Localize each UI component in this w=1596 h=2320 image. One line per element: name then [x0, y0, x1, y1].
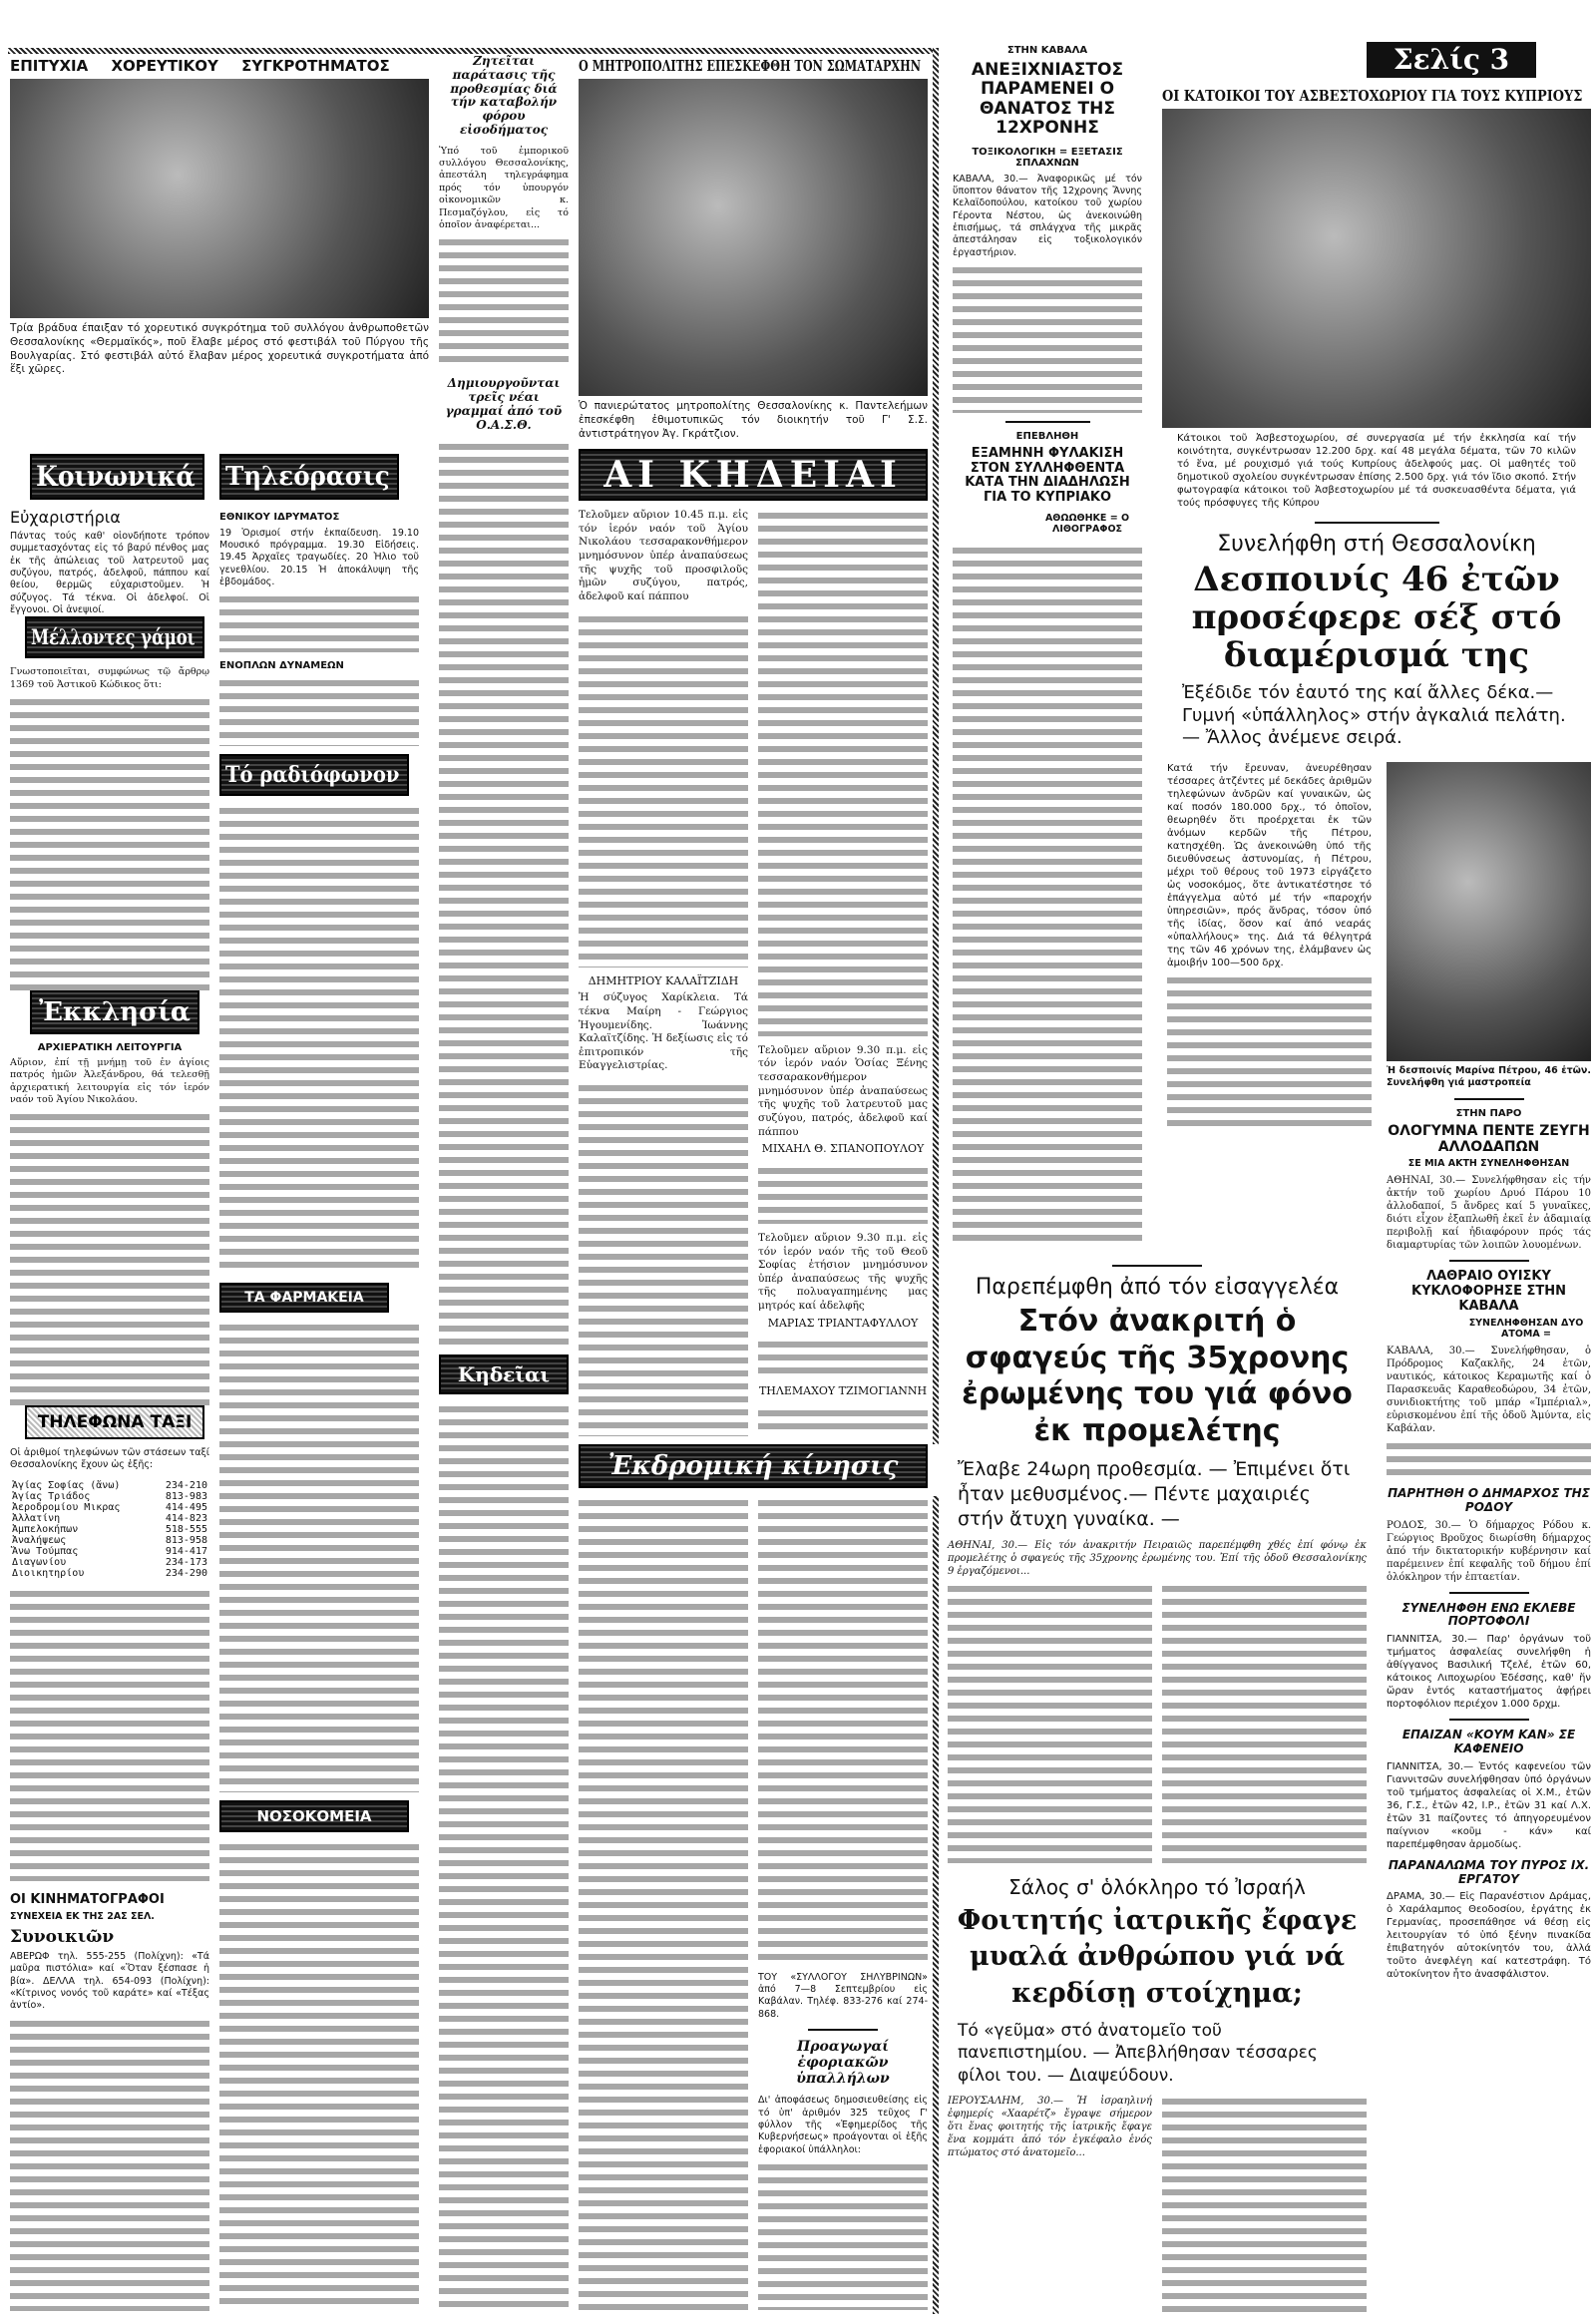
- taxi-table: [10, 1480, 209, 1579]
- text-block: [758, 509, 928, 1036]
- divider: [1454, 1098, 1524, 1100]
- text-block: [579, 612, 748, 967]
- right-narrow-column: [1387, 762, 1591, 1981]
- taxi-row: [10, 1557, 209, 1568]
- kicker-despoinis: Συνελήφθη στή Θεσσαλονίκη: [1217, 532, 1536, 558]
- thanks-notice: Πάντας τούς καθ' οἱονδήποτε τρόπον συμμετασχόντας εἰς τό βαρύ πένθος μας ἐκ τῆς ἀπώλειας τοῦ λατρευτοῦ μας συζύγου, πατρός, ἀδελφοῦ, πάππου καί θείου, θερμῶς εὐχαριστοῦμεν. Ἡ σύζυγος. Τά τέκνα. Οἱ ἀδελφοί. Οἱ ἔγγονοι. Οἱ ἀνεψιοί.: [10, 531, 209, 616]
- text-block: [439, 235, 569, 365]
- taxi-phone: 414-495: [165, 1501, 207, 1513]
- column-d-top: [579, 58, 928, 1436]
- headline-paros: ΟΛΟΓΥΜΝΑ ΠΕΝΤΕ ΖΕΥΓΗ ΑΛΛΟΔΑΠΩΝ: [1388, 1123, 1590, 1156]
- section-banner-weddings: [25, 616, 204, 658]
- section-banner-hospitals: ΝΟΣΟΚΟΜΕΙΑ: [219, 1800, 409, 1832]
- headline-dance-group: ΕΠΙΤΥΧΙΑ ΧΟΡΕΥΤΙΚΟΥ ΣΥΓΚΡΟΤΗΜΑΤΟΣ: [10, 57, 390, 75]
- article-rhodes: ΡΟΔΟΣ, 30.— Ὁ δήμαρχος Ρόδου κ. Γεώργιος Βροῦχος διωρίσθη δήμαρχος ἀπό τήν δικτατορικήν κυβέρνησιν καί παρέμεινεν ἐπί κεφαλῆς τοῦ δήμου ἐπί ὁλόκληρον τήν ἑπταετίαν.: [1387, 1519, 1591, 1583]
- funeral-notice: Ἡ σύζυγος Χαρίκλεια. Τά τέκνα Μαίρη - Γεώργιος Ἡγουμενίδης. Ἰωάννης Καλαϊτζίδης. Ἡ δεξίωσις εἰς τό ἐπιτροπικόν τῆς Εὐαγγελιστρίας.: [579, 991, 748, 1072]
- taxi-row: [10, 1568, 209, 1579]
- promotions-text: Δι' ἀποφάσεως δημοσιευθείσης εἰς τό ὑπ' ἀριθμόν 325 τεῦχος Γ' φύλλον τῆς «Ἐφημερίδος τῆς Κυβερνήσεως» προάγονται οἱ ἑξῆς ἐφοριακοί ὑπάλληλοι:: [758, 2095, 928, 2155]
- israel-columns: [948, 2095, 1367, 2314]
- headline-israel: Φοιτητής ἰατρικῆς ἔφαγε μυαλά ἀνθρώπου γιά νά κερδίσῃ στοίχημα;: [957, 1905, 1358, 2009]
- text-block: [219, 676, 419, 746]
- headline-promotions: Προαγωγαί ἐφοριακῶν ὑπαλλήλων: [796, 2039, 890, 2088]
- headline-murder: Στόν ἀνακριτή ὁ σφαγεύς τῆς 35χρονης ἐρωμένης του γιά φόνο ἐκ προμελέτης: [962, 1304, 1353, 1448]
- column-a: [10, 454, 209, 2311]
- taxi-row: [10, 1524, 209, 1535]
- section-banner-tv: [219, 454, 399, 500]
- taxi-row: [10, 1480, 209, 1491]
- article-koumkan: ΓΙΑΝΝΙΤΣΑ, 30.— Ἐντός καφενείου τῶν Γιαννιτσῶν συνελήφθησαν ὑπό ὀργάνων τοῦ τμήματος ἀσφαλείας οἱ Χ.Μ., ἐτῶν 36, Γ.Σ., ἐτῶν 42, Ι.Ρ., ἐτῶν 31 καί Λ.Χ. ἐτῶν 31 παίζοντες τό ἀπηγορευμένον παίγνιον «κοῦμ - κάν» καί παρεπέμφθησαν ἁρμοδίως.: [1387, 1760, 1591, 1850]
- text-block: [579, 1496, 748, 2310]
- text-block: [1167, 973, 1372, 1133]
- headline-rhodes: ΠΑΡΗΤΗΘΗ Ο ΔΗΜΑΡΧΟΣ ΤΗΣ ΡΟΔΟΥ: [1388, 1485, 1590, 1514]
- taxi-row: [10, 1491, 209, 1502]
- subhead-paros: ΣΕ ΜΙΑ ΑΚΤΗ ΣΥΝΕΛΗΦΘΗΣΑΝ: [1407, 1158, 1570, 1170]
- taxi-phone: 813-983: [165, 1490, 207, 1502]
- photo-metropolitan: [579, 79, 928, 396]
- section-banner-funerals-small: Κηδεῖαι: [439, 1354, 569, 1394]
- text-block: [953, 544, 1142, 1247]
- headline-kavala: ΑΝΕΞΙΧΝΙΑΣΤΟΣ ΠΑΡΑΜΕΝΕΙ Ο ΘΑΝΑΤΟΣ ΤΗΣ 12ΧΡΟΝΗΣ: [971, 59, 1124, 139]
- divider: [808, 2029, 878, 2031]
- heading-liturgy: ΑΡΧΙΕΡΑΤΙΚΗ ΛΕΙΤΟΥΡΓΙΑ: [37, 1041, 183, 1053]
- article-israel: ΙΕΡΟΥΣΑΛΗΜ, 30.— Ἡ ἰσραηλινή ἐφημερίς «Χααρέτζ» ἔγραψε σήμερον ὅτι ἕνας φοιτητής τῆς ἰατρικῆς ἔφαγε ἕνα κομμάτι ἀπό τόν ἐγκέφαλο ἑνός πτώματος στό ἀνατομεῖο...: [948, 2095, 1152, 2158]
- section-banner-excursions: Ἐκδρομική κίνησις: [579, 1444, 928, 1488]
- taxi-stand: Ἄνω Τούμπας: [12, 1545, 79, 1557]
- taxi-intro: Οἱ ἀριθμοί τηλεφώνων τῶν στάσεων ταξί Θεσσαλονίκης ἔχουν ὡς ἑξῆς:: [10, 1446, 209, 1471]
- photo-asvestochori: [1162, 109, 1591, 428]
- taxi-stand: Ἁγίας Τριάδος: [12, 1490, 91, 1502]
- text-block: [948, 1582, 1152, 1863]
- taxi-stand: Ἀναλήψεως: [12, 1534, 67, 1546]
- text-block: [1162, 1582, 1367, 1863]
- section-banner-radio-text: Τό ραδιόφωνον: [225, 761, 400, 788]
- article-tax: Ὑπό τοῦ ἐμπορικοῦ συλλόγου Θεσσαλονίκης, ἀπεστάλη τηλεγράφημα πρός τόν ὑπουργόν οἰκονομικῶν κ. Πεσμαζόγλου, εἰς τό ὁποῖον ἀναφέρεται...: [439, 145, 569, 230]
- weddings-intro: Γνωστοποιεῖται, συμφώνως τῷ ἄρθρῳ 1369 τοῦ Ἀστικοῦ Κώδικος ὅτι:: [10, 666, 209, 690]
- taxi-phone: 518-555: [165, 1523, 207, 1535]
- caption-metropolitan: Ὁ πανιερώτατος μητροπολίτης Θεσσαλονίκης κ. Παντελεήμων ἐπεσκέφθη ἐθιμοτυπικῶς τόν διοικητήν τοῦ Γ' Σ.Σ. ἀντιστράτηγον Ἀγ. Γκράτζιον.: [579, 400, 928, 440]
- deceased-name: ΜΙΧΑΗΛ Θ. ΣΠΑΝΟΠΟΥΛΟΥ: [761, 1142, 925, 1156]
- divider: [1005, 421, 1090, 423]
- tv-station-ert: ΕΘΝΙΚΟΥ ΙΔΡΥΜΑΤΟΣ: [219, 512, 340, 523]
- article-murder: ΑΘΗΝΑΙ, 30.— Εἰς τόν ἀνακριτήν Πειραιῶς παρεπέμφθη χθές ἐπί φόνῳ ἐκ προμελέτης ὁ σφαγεύς τῆς 35χρονης ἐρωμένης του. Ἐπί τῆς ὁδοῦ Θεσσαλονίκης 9 ἐργαζόμενοι...: [948, 1540, 1367, 1578]
- page-number-label: Σελίς 3: [1367, 42, 1536, 78]
- text-block: [758, 1164, 928, 1224]
- taxi-phone: 234-173: [165, 1556, 207, 1568]
- text-block: [1387, 1439, 1591, 1479]
- text-block: [439, 440, 569, 1347]
- headline-wallet: ΣΥΝΕΛΗΦΘΗ ΕΝΩ ΕΚΛΕΒΕ ΠΟΡΤΟΦΟΛΙ: [1401, 1600, 1576, 1629]
- text-block: [758, 1338, 928, 1377]
- decorative-border: [933, 1496, 939, 2314]
- text-block: [219, 1840, 419, 2311]
- headline-sentence: ΕΞΑΜΗΝΗ ΦΥΛΑΚΙΣΗ ΣΤΟΝ ΣΥΛΛΗΦΘΕΝΤΑ ΚΑΤΑ ΤΗΝ ΔΙΑΔΗΛΩΣΗ ΓΙΑ ΤΟ ΚΥΠΡΙΑΚΟ: [965, 445, 1130, 506]
- heading-neighborhood-cinemas: Συνοικιῶν: [10, 1926, 115, 1947]
- funerals-column-1: [579, 509, 748, 1436]
- headline-despoinis: Δεσποινίς 46 ἐτῶν προσέφερε σέξ στό διαμέρισμά της: [1191, 560, 1562, 676]
- subhead-kavala: ΤΟΞΙΚΟΛΟΓΙΚΗ = ΕΞΕΤΑΣΙΣ ΣΠΛΑΧΝΩΝ: [972, 146, 1123, 170]
- text-block: [219, 804, 419, 1275]
- church-notice: Αὔριον, ἐπί τῇ μνήμῃ τοῦ ἐν ἁγίοις πατρός ἡμῶν Ἀλεξάνδρου, θά τελεσθῇ ἀρχιερατική λειτουργία εἰς τόν ἱερόν ναόν τοῦ Ἁγίου Νικολάου.: [10, 1057, 209, 1106]
- section-banner-radio: [219, 754, 409, 796]
- text-block: [953, 263, 1142, 413]
- deck-despoinis: Ἐξέδιδε τόν ἑαυτό της καί ἄλλες δέκα.—Γυμνή «ὑπάλληλος» στήν ἀγκαλιά πελάτη.— Ἄλλος ἀνέμενε σειρά.: [1182, 682, 1566, 749]
- text-block: [439, 1402, 569, 2309]
- headline-whisky: ΛΑΘΡΑΙΟ ΟΥΙΣΚΥ ΚΥΚΛΟΦΟΡΗΣΕ ΣΤΗΝ ΚΑΒΑΛΑ: [1411, 1269, 1566, 1315]
- taxi-stand: Ἀμπελοκήπων: [12, 1523, 79, 1535]
- taxi-stand: Διοικητηρίου: [12, 1567, 85, 1579]
- photo-despoinis: [1387, 762, 1591, 1061]
- headline-koumkan: ΕΠΑΙΖΑΝ «ΚΟΥΜ ΚΑΝ» ΣΕ ΚΑΦΕΝΕΙΟ: [1401, 1728, 1576, 1755]
- taxi-row: [10, 1535, 209, 1546]
- cinema-continuation: ΣΥΝΕΧΕΙΑ ΕΚ ΤΗΣ 2ΑΣ ΣΕΛ.: [10, 1910, 155, 1922]
- section-banner-taxi: ΤΗΛΕΦΩΝΑ ΤΑΞΙ: [25, 1405, 204, 1439]
- heading-thanks: Εὐχαριστήρια: [10, 508, 121, 527]
- deceased-name: ΜΑΡΙΑΣ ΤΡΙΑΝΤΑΦΥΛΛΟΥ: [767, 1316, 919, 1330]
- article-kavala: ΚΑΒΑΛΑ, 30.— Ἀναφορικῶς μέ τόν ὕποπτον θάνατον τῆς 12χρονης Ἄννης Κελαϊδοπούλου, κατοίκου τοῦ χωρίου Γέροντα Νέστου, ὡς ἀνεκοινώθη ἐπισήμως, τά σπλάγχνα τῆς μικρᾶς ἀπεστάλησαν εἰς τοξικολογικόν ἐργαστήριον.: [953, 173, 1142, 258]
- excursion-columns: [579, 1496, 928, 2310]
- column-e: [953, 45, 1142, 1247]
- article-wallet: ΓΙΑΝΝΙΤΣΑ, 30.— Παρ' ὀργάνων τοῦ τμήματος ἀσφαλείας συνελήφθη ἡ ἀθίγγανος Βασιλική Τζελέ, ἐτῶν 60, κάτοικος Λιποχωρίου Ἐδέσσης, καθ' ἥν ὥραν ἐντός καταστήματος ἀφῄρει πορτοφόλιον περιέχον 1.000 δρχμ.: [1387, 1634, 1591, 1711]
- column-d-bottom: [579, 1444, 928, 2310]
- excursion-column-2: [758, 1496, 928, 2310]
- kicker-murder: Παρεπέμφθη ἀπό τόν εἰσαγγελέα: [975, 1275, 1340, 1300]
- taxi-phone: 914-417: [165, 1545, 207, 1557]
- decorative-border: [933, 48, 939, 1444]
- photo-dance-group: [10, 79, 429, 318]
- kicker-sentence: ΕΠΕΒΛΗΘΗ: [1015, 431, 1079, 443]
- kicker-kavala: ΣΤΗΝ ΚΑΒΑΛΑ: [1006, 45, 1088, 56]
- story-dance-group: [10, 58, 429, 437]
- section-banner-funerals: ΑΙ ΚΗΔΕΙΑΙ: [579, 449, 928, 501]
- taxi-stand: Ἀλλατίνη: [12, 1512, 61, 1524]
- deck-murder: Ἔλαβε 24ωρη προθεσμία. — Ἐπιμένει ὅτι ἦταν μεθυσμένος.— Πέντε μαχαιριές στήν ἄτυχη γυναίκα. —: [958, 1458, 1351, 1530]
- taxi-stand: Ἁγίας Σοφίας (ἄνω): [12, 1479, 121, 1491]
- deck-israel: Τό «γεῦμα» στό ἀνατομεῖο τοῦ πανεπιστημίου. — Ἀπεβλήθησαν τέσσαρες φίλοι του. — Διαψεύδουν.: [958, 2021, 1318, 2086]
- article-paros: ΑΘΗΝΑΙ, 30.— Συνελήφθησαν εἰς τήν ἀκτήν τοῦ χωρίου Δρυό Πάρου 10 ἀλλοδαποί, 5 ἄνδρες καί 5 γυναῖκες, διότι εἶχον ἐξαπλωθῆ ἐκεῖ ἐν ἀδαμιαίᾳ περιβολῇ καί ἠδιαφόρουν πρός τάς διαμαρτυρίας τῶν λοιπῶν λουομένων.: [1387, 1175, 1591, 1252]
- story-israel: [948, 1875, 1367, 2314]
- column-c: [439, 55, 569, 2309]
- excursion-notice: ΤΟΥ «ΣΥΛΛΟΓΟΥ ΣΗΛΥΒΡΙΝΩΝ» ἀπό 7—8 Σεπτεμβρίου εἰς Καβάλαν. Τηλέφ. 833-276 καί 274-868.: [758, 1971, 928, 2020]
- taxi-phone: 414-823: [165, 1512, 207, 1524]
- story-murder: [948, 1265, 1367, 1863]
- taxi-stand: Ἀεροδρομίου Μικρας: [12, 1501, 121, 1513]
- cinema-listings: ΑΒΕΡΩΦ τηλ. 555-255 (Πολίχνη): «Τά μαῦρα πιστόλια» καί «Ὅταν ξέσπασε ἡ βία». ΔΕΛΛΑ τηλ. 654-093 (Πολίχνη): «Κίτρινος νονός τοῦ καράτε» καί «Τέξας ἀντίο».: [10, 1950, 209, 2012]
- deceased-name: ΤΗΛΕΜΑΧΟΥ ΤΖΙΜΟΓΙΑΝΝΗ: [758, 1384, 928, 1398]
- deceased-name: ΔΗΜΗΤΡΙΟΥ ΚΑΛΑΪΤΖΙΔΗ: [588, 973, 739, 987]
- subhead-sentence: ΑΘΩΩΘΗΚΕ = Ο ΛΙΘΟΓΡΑΦΟΣ: [1044, 513, 1130, 536]
- caption-asvestochori: Κάτοικοι τοῦ Ἀσβεστοχωρίου, σέ συνεργασία μέ τήν ἐκκλησία καί τήν κοινότητα, συγκέντρωσαν 12.200 δρχ. καί 48 μεγάλα δέματα, τῶν 70 κιλῶν τό ἕνα, μέ ρουχισμό γιά τούς Κυπρίους ἀδελφούς μας. Οἱ μαθητές τοῦ δημοτικοῦ σχολείου συγκέντρωσαν ἐπίσης 2.500 δρχ. γιά τόν ἴδιο σκοπό. Στήν φωτογραφία κάτοικοι τοῦ Ἀσβεστοχωρίου μέ τά συσκευασθέντα δέματα, γιά τούς πρόσφυγες τῆς Κύπρου: [1177, 433, 1576, 510]
- text-block: [1162, 2095, 1367, 2314]
- taxi-row: [10, 1502, 209, 1513]
- headline-metropolitan: [579, 58, 928, 75]
- section-banner-social: [30, 454, 204, 500]
- text-block: [758, 1406, 928, 1436]
- headline-metropolitan-text: Ο ΜΗΤΡΟΠΟΛΙΤΗΣ ΕΠΕΣΚΕΦΘΗ ΤΟΝ ΣΩΜΑΤΑΡΧΗΝ: [579, 57, 921, 75]
- article-despoinis: Κατά τήν ἔρευναν, ἀνευρέθησαν τέσσαρες ἀτζέντες μέ δεκάδες ἀριθμῶν τηλεφώνων ἀνδρῶν καί γυναικῶν, ὡς καί ποσόν 180.000 δρχ., τό ὁποῖον, θεωρηθέν ὅτι προέρχεται ἐκ τῶν ἀνόμων κερδῶν τῆς Πέτρου, κατησχέθη. Ὡς ἀνεκοινώθη ὑπό τῆς διευθύνσεως ἀστυνομίας, ἡ Πέτρου, μέχρι τοῦ θέρους τοῦ 1973 εἰργάζετο ὡς νοσοκόμος, ὅτε ἀντικατέστησε τό ἐπάγγελμα αὐτό μέ τήν «παροχήν ὑπηρεσιῶν», πρός ἄνδρας, τόσον ὑπό τῆς ἰδίας, ὅσον καί ἀπό νεαράς «ὑπαλλήλους» της. Διά τά θέλγητρά της τῶν 46 χρόνων της, ἐλάμβανεν ὡς ἀμοιβήν 100—500 δρχ.: [1167, 762, 1372, 968]
- text-block: [758, 2160, 928, 2310]
- kicker-israel: Σάλος σ' ὁλόκληρο τό Ἰσραήλ: [1008, 1875, 1306, 1899]
- text-block: [579, 1081, 748, 1436]
- tv-listings: 19 Ὁρισμοί στήν ἐκπαίδευση. 19.10 Μουσικό πρόγραμμα. 19.30 Εἰδήσεις. 19.45 Ἀρχαῖες τραγωδίες. 20 Ἡλιο τοῦ γενεθλίου. 20.15 Ἡ ἀποκάλυψη τῆς ἑβδομάδος.: [219, 527, 419, 587]
- headline-fire: ΠΑΡΑΝΑΛΩΜΑ ΤΟΥ ΠΥΡΟΣ ΙΧ. ΕΡΓΑΤΟΥ: [1388, 1857, 1590, 1886]
- funeral-notice: Τελοῦμεν αὔριον 9.30 π.μ. εἰς τόν ἱερόν ναόν Ὁσίας Ξένης τεσσαρακονθήμερον μνημόσυνον ὑπέρ ἀναπαύσεως τῆς ψυχῆς τοῦ λατρευτοῦ μας συζύγου, πατρός, ἀδελφοῦ καί πάππου: [758, 1043, 928, 1138]
- text-block: [10, 2017, 209, 2311]
- article-whisky: ΚΑΒΑΛΑ, 30.— Συνελήφθησαν, ὁ Πρόδρομος Καζακλῆς, 24 ἐτῶν, ναυτικός, κάτοικος Κεραμωτῆς καί ὁ Παρασκευᾶς Καραθεοδώρου, 34 ἐτῶν, συνιδιοκτήτης τοῦ μπάρ «Ἰμπέριαλ», εὑρισκομένου ἐπί τῆς ὁδοῦ Ἀμύντα, εἰς Καβάλαν.: [1387, 1345, 1591, 1434]
- section-banner-tv-text: Τηλεόρασις: [225, 462, 390, 492]
- tv-station-yened: ΕΝΟΠΛΩΝ ΔΥΝΑΜΕΩΝ: [219, 660, 344, 672]
- taxi-phone: 234-210: [165, 1479, 207, 1491]
- text-block: [758, 1496, 928, 1964]
- article-fire: ΔΡΑΜΑ, 30.— Εἰς Παρανέστιον Δράμας, ὁ Χαράλαμπος Θεοδοσίου, ἐργάτης ἐκ Γερμανίας, προσεπάθησε νά θέσῃ εἰς λειτουργίαν τό ὑπό ξένην πινακίδα ἐπιβατηγόν αὐτοκίνητόν του, ἀλλά τοῦτο ἀνεφλέγη καί κατεστράφη. Τό αὐτοκίνητον ἦτο ἀνασφάλιστον.: [1387, 1891, 1591, 1981]
- divider: [1449, 1592, 1529, 1594]
- divider: [1449, 1719, 1529, 1721]
- divider: [1112, 1265, 1202, 1267]
- text-block: [10, 1110, 209, 1404]
- text-block: [219, 1321, 419, 1791]
- section-banner-social-text: Κοινωνικά: [36, 460, 196, 493]
- text-block: [219, 592, 419, 652]
- murder-columns: [948, 1582, 1367, 1863]
- headline-oaso: Δημιουργοῦνται τρεῖς νέαι γραμμαί ἀπό τοῦ Ο.Α.Σ.Θ.: [445, 376, 563, 432]
- funeral-notice: Τελοῦμεν αὔριον 10.45 π.μ. εἰς τόν ἱερόν ναόν τοῦ Ἁγίου Νικολάου τεσσαρακονθήμερον μνημόσυνον ὑπέρ ἀναπαύσεως τῆς ψυχῆς τοῦ προσφιλοῦς ἡμῶν συζύγου, πατρός, ἀδελφοῦ καί πάππου: [579, 509, 748, 603]
- section-banner-pharmacies: ΤΑ ΦΑΡΜΑΚΕΙΑ: [219, 1283, 389, 1313]
- funeral-notice: Τελοῦμεν αὔριον 9.30 π.μ. εἰς τόν ἱερόν ναόν τῆς τοῦ Θεοῦ Σοφίας ἐτήσιον μνημόσυνον ὑπέρ ἀναπαύσεως τῆς ψυχῆς τῆς πολυαγαπημένης μας μητρός καί ἀδελφῆς: [758, 1231, 928, 1313]
- divider: [1315, 522, 1439, 524]
- caption-dance-group: Τρία βράδυα έπαιξαν τό χορευτικό συγκρότημα τοῦ συλλόγου ἀνθρωποθετῶν Θεσσαλονίκης «Θερμαϊκός», ποῦ ἔλαβε μέρος στό φεστιβάλ τοῦ Πύργου τῆς Βουλγαρίας. Στό φεστιβάλ αὐτό ἔλαβαν μέρος χορευτικά συγκροτήματα ἀπό ἕξι χῶρες.: [10, 322, 429, 376]
- section-banner-church: Ἐκκλησία: [30, 990, 200, 1034]
- subhead-whisky: ΣΥΝΕΛΗΦΘΗΣΑΝ ΔΥΟ ΑΤΟΜΑ =: [1468, 1318, 1584, 1341]
- section-banner-weddings-text: Μέλλοντες γάμοι: [31, 624, 196, 650]
- decorative-border: [8, 48, 936, 54]
- text-block: [10, 1587, 209, 1881]
- headline-tax: Ζητεῖται παράτασις τῆς προθεσμίας διά τήν καταβολήν φόρου εἰσοδήματος: [450, 54, 558, 137]
- text-block: [10, 695, 209, 989]
- headline-asvestochori-text: ΟΙ ΚΑΤΟΙΚΟΙ ΤΟΥ ΑΣΒΕΣΤΟΧΩΡΙΟΥ ΓΙΑ ΤΟΥΣ ΚΥΠΡΙΟΥΣ: [1162, 87, 1583, 105]
- heading-cinemas: ΟΙ ΚΙΝΗΜΑΤΟΓΡΑΦΟΙ: [10, 1891, 165, 1907]
- taxi-row: [10, 1513, 209, 1524]
- divider: [1449, 1260, 1529, 1262]
- headline-asvestochori: [1162, 88, 1591, 105]
- despoinis-body-column: [1167, 762, 1372, 1133]
- taxi-phone: 234-290: [165, 1567, 207, 1579]
- taxi-phone: 813-958: [165, 1534, 207, 1546]
- funerals-column-2: [758, 509, 928, 1436]
- taxi-stand: Διαγωνίου: [12, 1556, 67, 1568]
- funerals-columns: [579, 509, 928, 1436]
- taxi-row: [10, 1546, 209, 1557]
- caption-despoinis: Ἡ δεσποινίς Μαρίνα Πέτρου, 46 ἐτῶν. Συνελήφθη γιά μαστροπεία: [1387, 1064, 1591, 1089]
- kicker-paros: ΣΤΗΝ ΠΑΡΟ: [1455, 1107, 1522, 1119]
- column-b: [219, 454, 419, 2311]
